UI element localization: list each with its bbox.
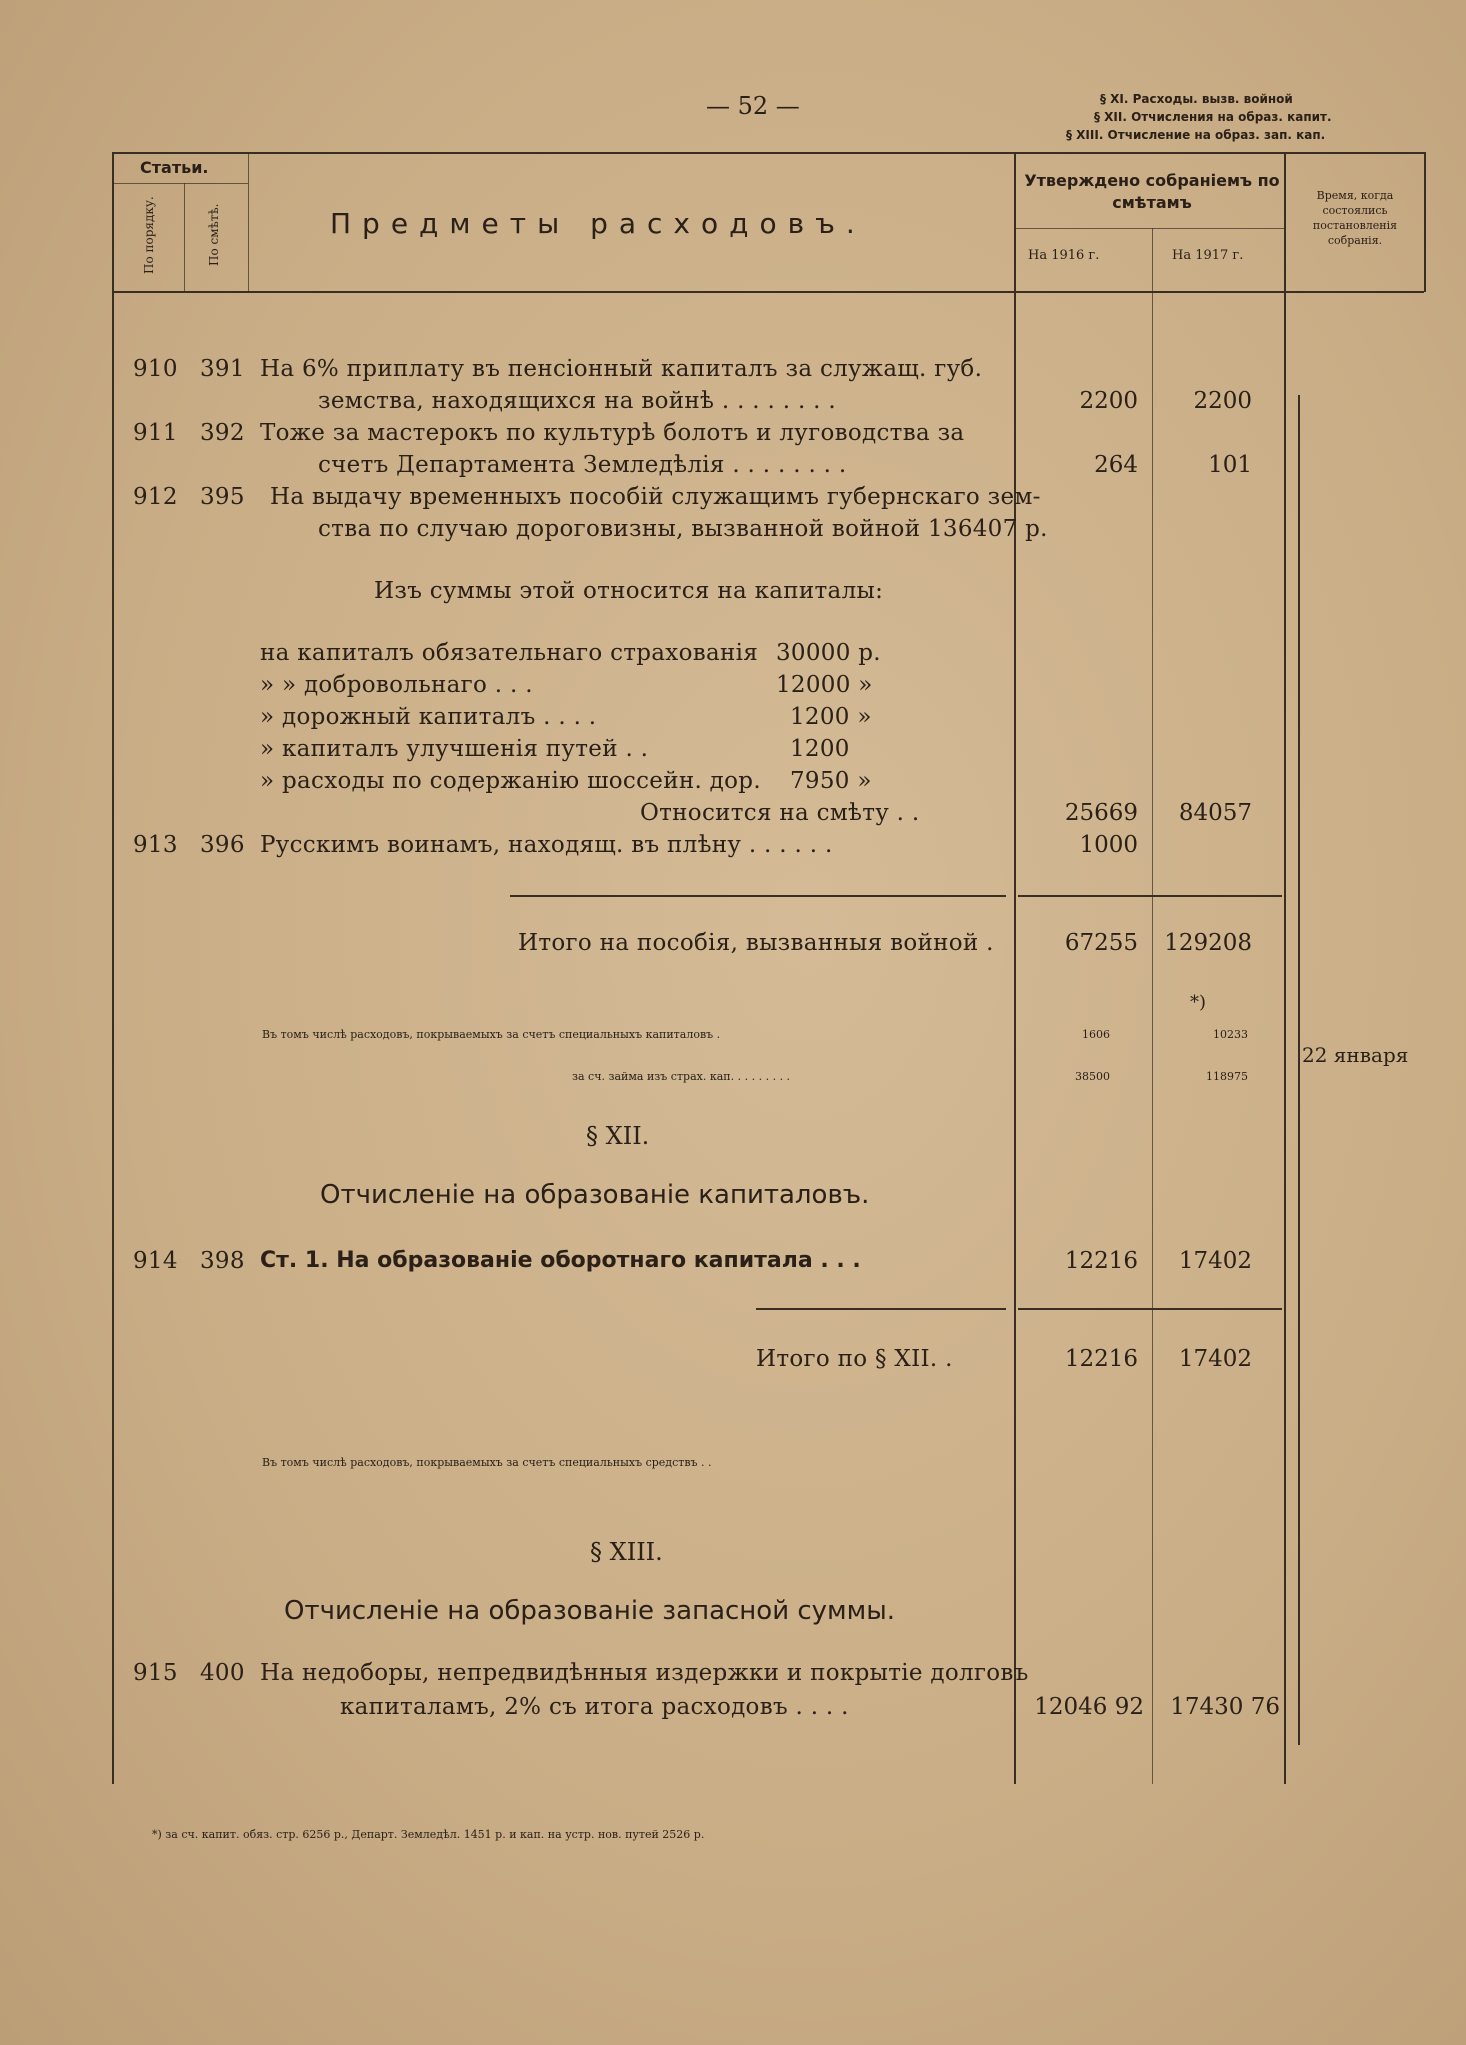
header-col-estimate: По смѣтѣ. [207,203,221,267]
col-line-1916 [1014,152,1016,1784]
row-914-1916: 12216 [1064,1248,1138,1274]
row-914-no: 914 [133,1248,178,1274]
session-date: 22 января [1302,1043,1409,1067]
row-915-1917: 17430 76 [1170,1694,1280,1720]
table-top-rule [112,152,1424,154]
total12-rule-right [1018,1308,1282,1310]
header-year-1916: На 1916 г. [1028,248,1100,263]
row-911-est: 392 [200,420,245,446]
row-910-no: 910 [133,356,178,382]
brace-line [1298,395,1300,1745]
header-time: Время, когда состоялись постановленія собранія. [1312,189,1398,247]
row-915-no: 915 [133,1660,178,1686]
row-915-line2: капиталамъ, 2% съ итога расходовъ . . . . [340,1694,849,1720]
col-line-order [184,183,185,291]
running-head-1: § XI. Расходы. вызв. войной [1100,92,1293,106]
capital-amount-4: 1200 [790,736,850,762]
running-head-3: § XIII. Отчисление на образ. зап. кап. [1066,128,1326,142]
total-rule-right [1018,895,1282,897]
header-bottom-rule [112,291,1424,293]
row-910-line2: земства, находящихся на войнѣ . . . . . . . . [318,388,837,414]
row-911-line1: Тоже за мастерокъ по культурѣ болотъ и луговодства за [260,420,965,446]
header-year-1917: На 1917 г. [1172,248,1244,263]
row-913-1916: 1000 [1079,832,1138,858]
special-note-2-label: за сч. займа изъ страх. кап. . . . . . . . . [572,1070,791,1083]
capitals-intro: Изъ суммы этой относится на капиталы: [374,578,884,604]
header-subjects: Предметы расходовъ. [330,207,866,240]
row-910-1916: 2200 [1079,388,1138,414]
capital-amount-5: 7950 » [790,768,872,794]
row-915-line1: На недоборы, непредвидѣнныя издержки и покрытіе долговъ [260,1660,1029,1686]
special-note-2-1917: 118975 [1206,1070,1248,1083]
col-line-left [112,152,114,1784]
row-910-line1: На 6% приплату въ пенсіонный капиталъ за служащ. губ. [260,356,983,382]
capital-label-1: на капиталъ обязательнаго страхованія [260,640,759,666]
estimate-line-label: Относится на смѣту . . [640,800,920,826]
row-913-no: 913 [133,832,178,858]
header-articles: Статьи. [140,158,209,177]
special-note-1-1917: 10233 [1213,1028,1248,1041]
section-12-subtitle: Отчисленіе на образованіе капиталовъ. [320,1180,870,1210]
footnote-marker: *) [1190,992,1207,1013]
capital-amount-3: 1200 » [790,704,872,730]
special-note-3: Въ томъ числѣ расходовъ, покрываемыхъ за счетъ специальныхъ средствъ . . [262,1456,712,1469]
section-13-subtitle: Отчисленіе на образованіе запасной суммы. [284,1596,896,1626]
header-approved: Утверждено собраніемъ по смѣтамъ [1024,171,1280,212]
capital-label-3: » дорожный капиталъ . . . . [260,704,597,730]
row-910-1917: 2200 [1193,388,1252,414]
row-913-text: Русскимъ воинамъ, находящ. въ плѣну . . . . . . [260,832,833,858]
total-rule-left [510,895,1006,897]
row-914-text: Ст. 1. На образованіе оборотнаго капитала . . . [260,1248,861,1273]
col-line-1917 [1152,228,1153,1784]
running-head-2: § XII. Отчисления на образ. капит. [1094,110,1332,124]
capital-label-2: » » добровольнаго . . . [260,672,533,698]
total-12-1917: 17402 [1178,1346,1252,1372]
row-915-1916: 12046 92 [1034,1694,1144,1720]
row-911-line2: счетъ Департамента Земледѣлія . . . . . . . . [318,452,847,478]
row-911-no: 911 [133,420,178,446]
row-911-1917: 101 [1208,452,1252,478]
total-war-1916: 67255 [1064,930,1138,956]
row-915-est: 400 [200,1660,245,1686]
row-914-1917: 17402 [1178,1248,1252,1274]
special-note-2-1916: 38500 [1075,1070,1110,1083]
total-12-label: Итого по § XII. . [756,1346,953,1372]
footnote: *) за сч. капит. обяз. стр. 6256 р., Департ. Земледѣл. 1451 р. и кап. на устр. нов. путей 2526 р. [152,1828,705,1841]
section-13-title: § XIII. [590,1538,663,1566]
row-914-est: 398 [200,1248,245,1274]
col-line-right [1424,152,1426,292]
capital-amount-2: 12000 » [776,672,873,698]
capital-label-4: » капиталъ улучшенія путей . . [260,736,649,762]
row-911-1916: 264 [1094,452,1138,478]
total12-rule-left [756,1308,1006,1310]
special-note-1-label: Въ томъ числѣ расходовъ, покрываемыхъ за счетъ специальныхъ капиталовъ . [262,1028,721,1041]
articles-rule [112,183,248,184]
row-910-est: 391 [200,356,245,382]
row-913-est: 396 [200,832,245,858]
approved-rule [1016,228,1284,229]
col-line-time [1284,152,1286,1784]
capital-label-5: » расходы по содержанію шоссейн. дор. [260,768,761,794]
header-col-order: По порядку. [142,196,156,274]
row-912-no: 912 [133,484,178,510]
special-note-1-1916: 1606 [1082,1028,1110,1041]
capital-amount-1: 30000 р. [776,640,881,666]
estimate-line-1916: 25669 [1064,800,1138,826]
col-line-estimate [248,152,249,291]
total-war-1917: 129208 [1164,930,1252,956]
total-12-1916: 12216 [1064,1346,1138,1372]
total-war-label: Итого на пособія, вызванныя войной . [518,930,994,956]
section-12-title: § XII. [586,1122,650,1150]
estimate-line-1917: 84057 [1178,800,1252,826]
row-912-est: 395 [200,484,245,510]
row-912-line2: ства по случаю дороговизны, вызванной войной 136407 р. [318,516,1048,542]
row-912-line1: На выдачу временныхъ пособій служащимъ губернскаго зем- [270,484,1041,510]
page-number: — 52 — [706,92,800,120]
